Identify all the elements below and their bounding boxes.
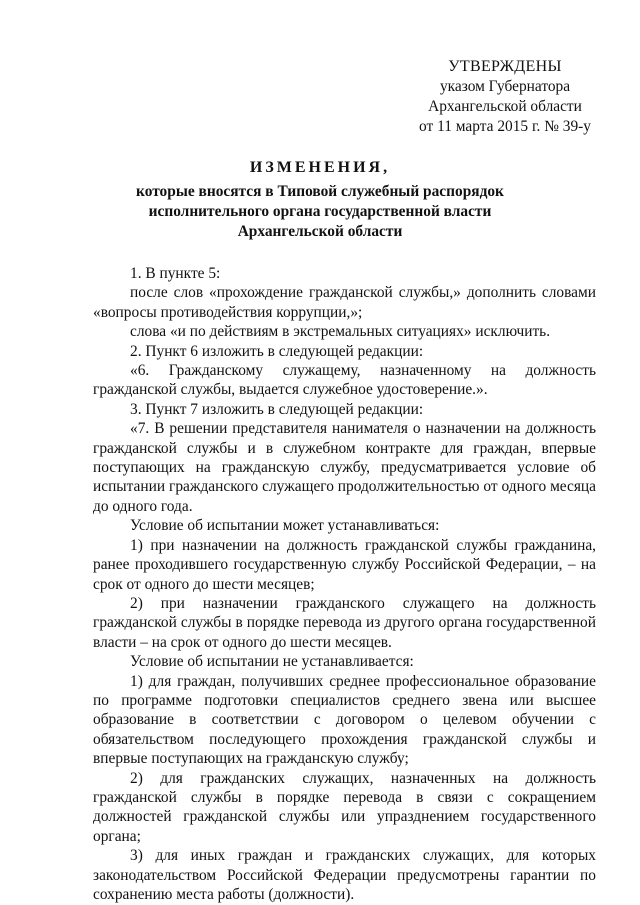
paragraph: 2) для гражданских служащих, назначенных на должность гражданской службы в порядке перевода в связи с сокращением должностей гражданской службы или упразднением государственного органа; <box>93 769 596 845</box>
paragraph: 2) при назначении гражданского служащего на должность гражданской службы в порядке перевода из другого органа государственной власти – на срок от одного до шести месяцев. <box>93 594 596 651</box>
document-heading <box>100 158 540 242</box>
paragraph: 2. Пункт 6 изложить в следующей редакции: <box>130 342 424 360</box>
approval-block <box>400 57 610 137</box>
heading-line-3: Архангельской области <box>237 223 403 240</box>
paragraph: 3. Пункт 7 изложить в следующей редакции: <box>130 400 424 418</box>
paragraph: 1. В пункте 5: <box>130 265 221 282</box>
approval-title: УТВЕРЖДЕНЫ <box>448 58 562 75</box>
approval-line-1: указом Губернатора <box>439 78 571 95</box>
heading-line-1: которые вносятся в Типовой служебный распорядок <box>136 183 504 200</box>
paragraph: 1) для граждан, получивших среднее профессиональное образование по программе подготовки специалистов среднего звена или высшее образование в соответствии с договором о целевом обучении с обязательством последующего прохождения гражданской службы и впервые поступающих на гражданскую службу; <box>93 672 596 768</box>
paragraph: Условие об испытании может устанавливаться: <box>130 517 440 535</box>
approval-line-2: Архангельской области <box>428 98 582 115</box>
paragraph: Условие об испытании не устанавливается: <box>130 653 414 671</box>
paragraph: после слов «прохождение гражданской службы,» дополнить словами «вопросы противодействия коррупции,»; <box>93 284 596 321</box>
heading-line-2: исполнительного органа государственной власти <box>148 203 492 220</box>
paragraph: слова «и по действиям в экстремальных ситуациях» исключить. <box>130 323 551 341</box>
paragraph: «7. В решении представителя нанимателя о назначении на должность гражданской службы и в служебном контракте для граждан, впервые поступающих на гражданскую службу, предусматривается условие об испытании гражданского служащего продолжительностью от одного месяца до одного года. <box>93 420 596 515</box>
paragraph: 3) для иных граждан и гражданских служащих, для которых законодательством Российской Федерации предусмотрены гарантии по сохранению места работы (должности). <box>93 847 596 903</box>
paragraph: 1) при назначении на должность гражданской службы гражданина, ранее проходившего государственную службу Российской Федерации, – на срок от одного до шести месяцев; <box>93 536 596 593</box>
heading-title: ИЗМЕНЕНИЯ, <box>249 159 391 176</box>
document-body <box>93 264 596 904</box>
approval-line-3: от 11 марта 2015 г. № 39-у <box>419 118 591 135</box>
paragraph: «6. Гражданскому служащему, назначенному на должность гражданской службы, выдается служебное удостоверение.». <box>93 362 596 399</box>
